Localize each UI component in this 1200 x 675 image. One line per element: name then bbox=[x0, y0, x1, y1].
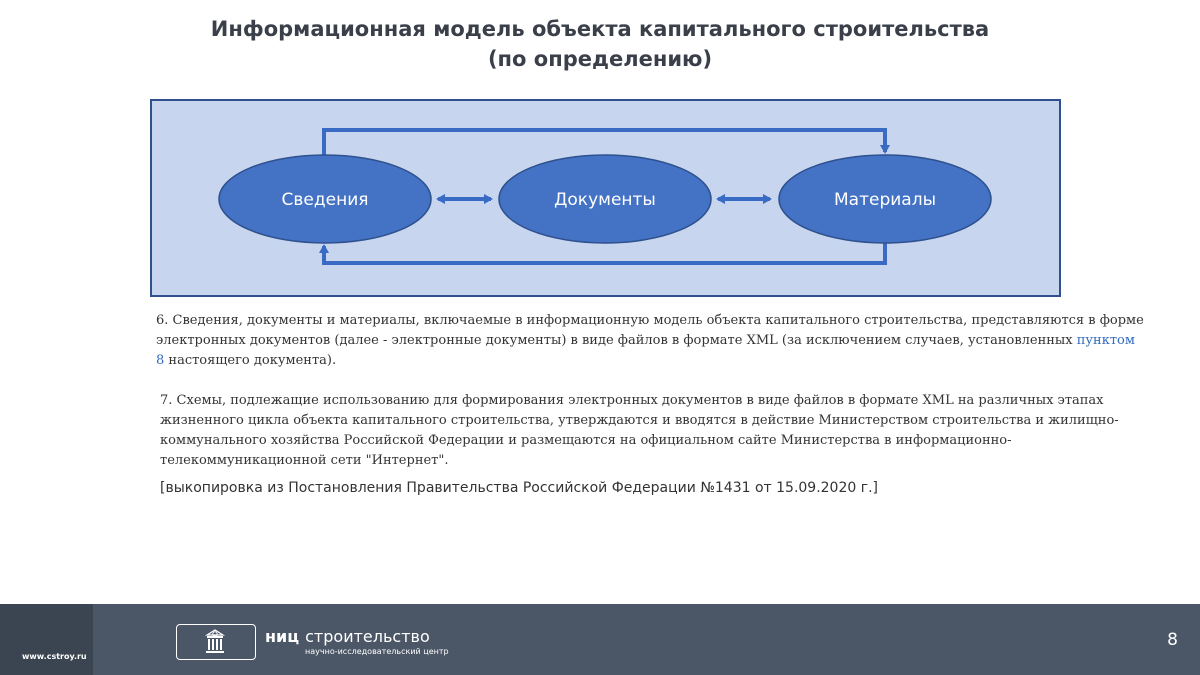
company-logo bbox=[265, 628, 449, 658]
node-materialy-label: Материалы bbox=[834, 190, 936, 210]
logo-abbrev: ниц bbox=[265, 627, 300, 646]
punkt-8-link[interactable]: пунктом 8 bbox=[156, 333, 1135, 368]
information-model-diagram bbox=[0, 0, 1200, 300]
paragraph-7: 7. Схемы, подлежащие использованию для формирования электронных документов в виде файлов в формате XML на различных этапах жизненного цикла объекта капитального строительства, утверждаются и вводятся в действие Министерством строительства и жилищно-коммунального хозяйства Российской Федерации и размещаются на официальном сайте Министерства в информационно-телекоммуникационной сети "Интернет". bbox=[160, 393, 1119, 468]
paragraph-6-tail: настоящего документа). bbox=[164, 353, 337, 368]
node-dokumenty bbox=[499, 155, 711, 243]
title-line-2: (по определению) bbox=[487, 47, 713, 71]
source-citation: [выкопировка из Постановления Правительства Российской Федерации №1431 от 15.09.2020 г.] bbox=[160, 480, 878, 496]
node-svedeniya-label: Сведения bbox=[281, 190, 369, 210]
title-line-1: Информационная модель объекта капитального строительства bbox=[210, 17, 990, 41]
node-materialy bbox=[779, 155, 991, 243]
website-link[interactable]: www.cstroy.ru bbox=[22, 652, 87, 661]
paragraph-6-text: 6. Сведения, документы и материалы, включаемые в информационную модель объекта капитального строительства, представляются в форме электронных документов (далее - электронные документы) в виде файлов в формате XML (за исключением случаев, установленных bbox=[156, 313, 1144, 348]
logo-word: строительство bbox=[305, 627, 430, 646]
node-svedeniya bbox=[219, 155, 431, 243]
logo-subtitle: научно-исследовательский центр bbox=[305, 647, 449, 656]
footer-bar bbox=[0, 604, 1200, 675]
footer-left-panel bbox=[0, 604, 93, 675]
logo-emblem-icon bbox=[176, 624, 256, 660]
node-dokumenty-label: Документы bbox=[554, 190, 656, 210]
page-number: 8 bbox=[1167, 630, 1178, 650]
paragraph-6 bbox=[156, 311, 1146, 371]
